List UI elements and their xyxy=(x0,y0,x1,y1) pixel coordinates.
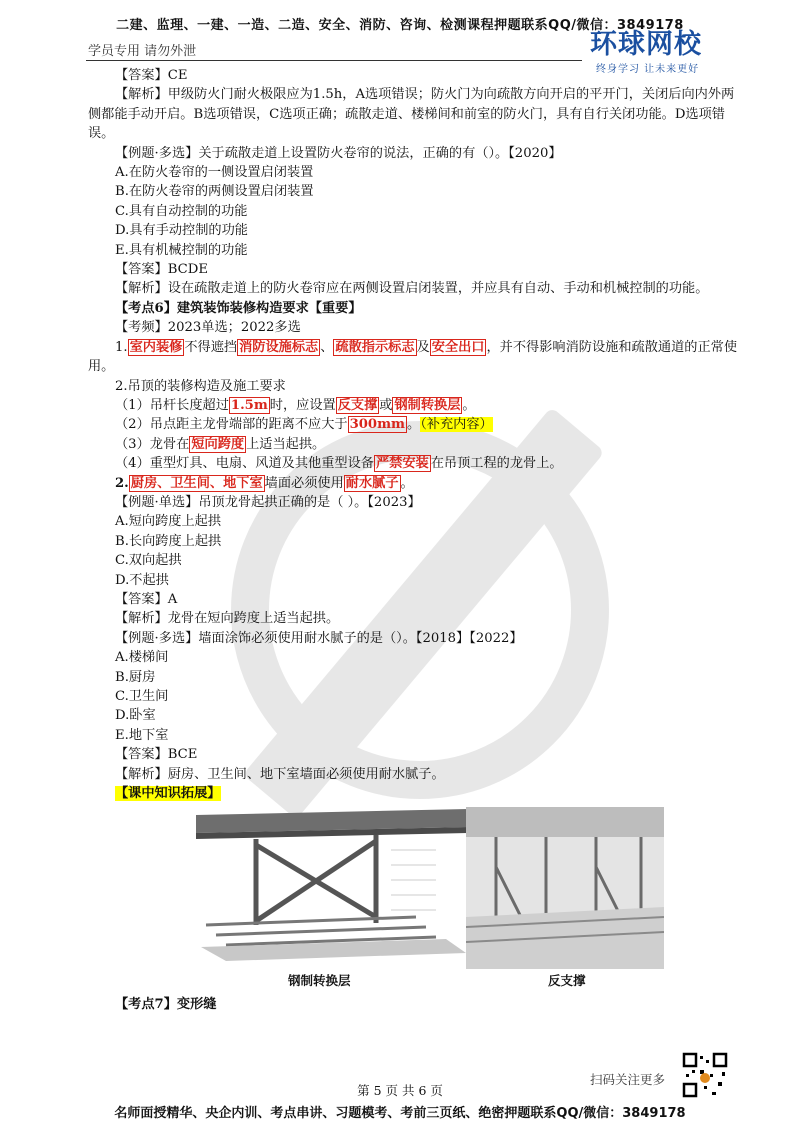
option: C.卫生间 xyxy=(115,689,169,704)
key-term-box: 疏散指示标志 xyxy=(335,339,415,355)
figure-caption: 钢制转换层 xyxy=(288,973,351,989)
option: C.双向起拱 xyxy=(115,553,182,569)
rule-2-heading: 2.吊顶的装修构造及施工要求 xyxy=(115,378,286,394)
text-run: 及 xyxy=(416,339,430,355)
option: E.具有机械控制的功能 xyxy=(115,242,248,258)
text-run: 、 xyxy=(320,339,334,355)
frequency-note: 【考频】2023单选；2022多选 xyxy=(115,320,301,336)
text-run: 。 xyxy=(462,397,476,413)
option: A.在防火卷帘的一侧设置启闭装置 xyxy=(115,165,314,181)
answer-2: 【答案】BCDE xyxy=(115,262,208,278)
sub-rule-2 xyxy=(88,415,738,434)
question-4: 【例题·多选】墙面涂饰必须使用耐水腻子的是（）。【2018】【2022】 xyxy=(115,630,523,646)
key-term-box: 厨房、卫生间、地下室 xyxy=(130,475,263,491)
option: C.具有自动控制的功能 xyxy=(115,203,248,219)
sub-rule-4 xyxy=(88,454,738,473)
steel-transfer-layer-illustration xyxy=(186,805,478,965)
extension-label xyxy=(88,784,738,803)
key-term-box: 耐水腻子 xyxy=(345,475,399,491)
reverse-support-illustration xyxy=(466,807,664,969)
text-run: （3）龙骨在 xyxy=(115,436,190,452)
answer-1: 【答案】CE xyxy=(115,68,188,83)
answer-3: 【答案】A xyxy=(115,591,178,607)
option: B.长向跨度上起拱 xyxy=(115,533,222,549)
rule-1 xyxy=(88,338,738,377)
option: A.短向跨度上起拱 xyxy=(115,514,222,530)
sub-rule-3 xyxy=(88,435,738,454)
option: A.楼梯间 xyxy=(115,650,169,666)
key-term-box: 严禁安装 xyxy=(375,456,429,472)
logo-text: 环球网校 xyxy=(590,29,702,60)
section-title-kp7: 【考点7】变形缝 xyxy=(115,997,217,1013)
question-3: 【例题·单选】吊顶龙骨起拱正确的是（ ）。【2023】 xyxy=(115,494,421,510)
rule-3-number: 2. xyxy=(115,475,129,491)
figure-caption: 反支撑 xyxy=(548,973,586,989)
option: B.厨房 xyxy=(115,669,156,685)
text-run: 。 xyxy=(407,417,421,433)
option: D.具有手动控制的功能 xyxy=(115,223,248,239)
explanation-4: 【解析】厨房、卫生间、地下室墙面必须使用耐水腻子。 xyxy=(115,766,445,782)
key-term-box: 钢制转换层 xyxy=(394,397,461,413)
rule-3 xyxy=(88,474,738,493)
bottom-banner: 名师面授精华、央企内训、考点串讲、习题模考、考前三页纸、绝密押题联系QQ/微信：3849178 xyxy=(114,1106,686,1121)
rule-1-number: 1. xyxy=(115,339,128,355)
logo-slogan: 终身学习 让未来更好 xyxy=(596,64,700,75)
explanation-3: 【解析】龙骨在短向跨度上适当起拱。 xyxy=(115,611,340,627)
key-term-box: 1.5m xyxy=(230,397,268,413)
text-run: 在吊顶工程的龙骨上。 xyxy=(430,456,563,472)
document-body xyxy=(88,66,738,1015)
text-run: （1）吊杆长度超过 xyxy=(115,397,229,413)
key-term-box: 反支撑 xyxy=(337,397,378,413)
explanation-2: 【解析】设在疏散走道上的防火卷帘应在两侧设置启闭装置，并应具有自动、手动和机械控制的功能。 xyxy=(115,281,709,297)
section-title-kp6: 【考点6】建筑装饰装修构造要求【重要】 xyxy=(115,300,362,316)
text-run: 。 xyxy=(400,475,414,491)
extension-label-text: 【课中知识拓展】 xyxy=(115,786,221,802)
text-run: 或 xyxy=(379,397,393,413)
text-run: （2）吊点距主龙骨端部的距离不应大于 xyxy=(115,417,348,433)
key-term-box: 室内装修 xyxy=(129,339,183,355)
option: D.卧室 xyxy=(115,708,156,724)
figure-row xyxy=(88,805,738,995)
text-run: ，并不得影响消防设施和疏散通道的正常使用。 xyxy=(88,339,738,375)
confidential-note: 学员专用 请勿外泄 xyxy=(88,44,197,59)
text-run: 时，应设置 xyxy=(269,397,336,413)
option: B.在防火卷帘的两侧设置启闭装置 xyxy=(115,184,314,200)
explanation-1: 【解析】甲级防火门耐火极限应为1.5h，A选项错误；防火门为向疏散方向开启的平开门，关闭后向内外两侧都能手动开启。B选项错误，C选项正确；疏散走道、楼梯间和前室的防火门，具有自行关闭功能。D选项错误。 xyxy=(88,87,735,142)
scan-prompt: 扫码关注更多 xyxy=(590,1072,666,1087)
answer-4: 【答案】BCE xyxy=(115,747,198,763)
text-run: 墙面必须使用 xyxy=(264,475,344,491)
key-term-box: 短向跨度 xyxy=(191,436,245,452)
top-banner: 二建、监理、一建、一造、二造、安全、消防、咨询、检测课程押题联系QQ/微信：3849178 xyxy=(116,18,684,33)
header-divider xyxy=(86,60,582,61)
key-term-box: 消防设施标志 xyxy=(239,339,319,355)
option: D.不起拱 xyxy=(115,572,169,588)
option: E.地下室 xyxy=(115,727,169,743)
sub-rule-1 xyxy=(88,396,738,415)
question-2: 【例题·多选】关于疏散走道上设置防火卷帘的说法，正确的有（）。【2020】 xyxy=(115,145,562,161)
supplement-note: （补充内容） xyxy=(420,417,493,433)
text-run: 不得遮挡 xyxy=(184,339,238,355)
text-run: 上适当起拱。 xyxy=(246,436,326,452)
text-run: （4）重型灯具、电扇、风道及其他重型设备 xyxy=(115,456,374,472)
key-term-box: 300mm xyxy=(349,417,406,433)
page-number: 第 5 页 共 6 页 xyxy=(357,1083,443,1098)
key-term-box: 安全出口 xyxy=(431,339,485,355)
